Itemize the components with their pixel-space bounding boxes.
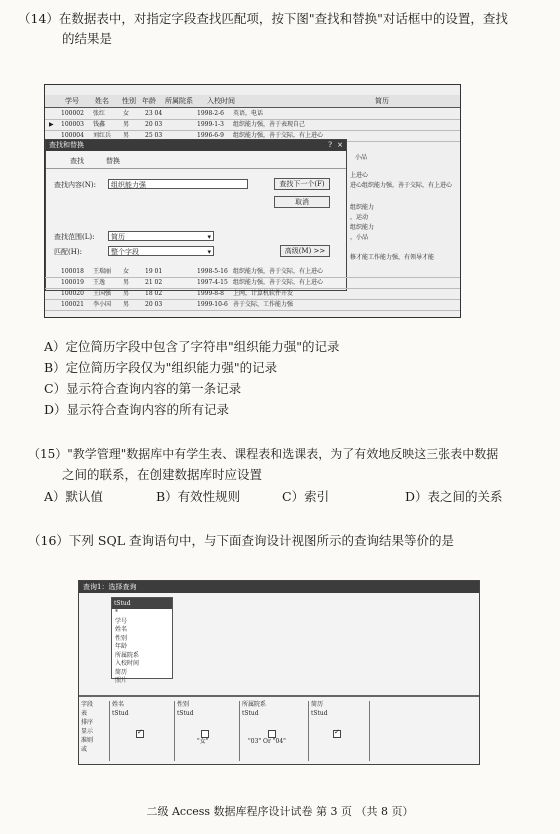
field-list-title: tStud [112,598,172,609]
side-note: 组织能力 [350,224,375,231]
cell-id: 100018 [61,268,84,275]
cell-date: 1998-2-6 [197,110,224,117]
cell-date: 1999-10-6 [197,301,228,308]
dialog-title-bar [46,140,346,151]
cell-name: 钱鑫 [93,121,106,128]
q16-line1: （16）下列 SQL 查询语句中，与下面查询设计视图所示的查询结果等价的是 [28,533,454,548]
query-design-screenshot [78,580,480,765]
column-criteria[interactable]: "03" Or "04" [248,738,286,745]
cell-date: 1996-6-9 [197,132,224,139]
q14-line1: （14）在数据表中，对指定字段查找匹配项，按下图"查找和替换"对话框中的设置，查找 [18,11,508,26]
cell-name: 李小国 [93,301,112,308]
help-icon[interactable]: ? [328,141,332,149]
find-next-button[interactable]: 查找下一个(F) [274,178,330,190]
cell-gender: 男 [123,301,130,308]
q15-option-a: A）默认值 [44,489,104,504]
header-age: 年龄 [142,97,156,105]
side-note: 组织能力 [350,204,375,211]
q14-option-c: C）显示符合查询内容的第一条记录 [44,381,242,396]
cell-age: 21 02 [145,279,163,286]
grid-column[interactable] [174,701,239,761]
table-header [45,95,460,108]
q15-line1: （15）"教学管理"数据库中有学生表、课程表和选课表，为了有效地反映这三张表中数据 [28,447,499,461]
column-table[interactable]: tStud [242,710,259,717]
cell-age: 20 03 [145,121,163,128]
q15-line2: 之间的联系，在创建数据库时应设置 [62,467,263,482]
cell-resume: 组织能力强，善于表现自己 [233,121,306,128]
find-what-input[interactable]: 组织能力强 [108,179,248,189]
match-label: 匹配(H): [54,248,82,256]
cell-id: 100020 [61,290,84,297]
cell-name: 张红 [93,110,106,117]
side-note: ，小品 [350,234,369,241]
cell-age: 19 01 [145,268,163,275]
find-what-label: 查找内容(N): [54,181,96,189]
page-footer: 二级 Access 数据库程序设计试卷 第 3 页 （共 8 页） [146,805,414,818]
cell-resume: 英语，电话 [233,110,264,117]
query-grid [79,699,479,763]
cell-age: 18 02 [145,290,163,297]
cell-id: 100002 [61,110,84,117]
header-dept: 所属院系 [165,97,193,105]
column-table[interactable]: tStud [112,710,129,717]
q14-option-d: D）显示符合查询内容的所有记录 [44,402,230,417]
tab-replace[interactable]: 替换 [106,157,120,165]
field-list-item[interactable]: 照片 [115,677,128,684]
field-list-item[interactable]: 简历 [115,668,128,676]
match-value: 整个字段 [111,248,139,256]
show-checkbox[interactable] [136,730,144,738]
cell-gender: 女 [123,268,130,275]
column-field[interactable]: 所属院系 [242,701,267,708]
cell-resume: 组织能力强，善于交际，有上进心 [233,279,324,286]
field-list-item[interactable]: 入校时间 [115,660,140,667]
match-select[interactable] [108,246,214,256]
cancel-button[interactable]: 取消 [274,196,330,208]
column-field[interactable]: 性别 [177,701,190,708]
grid-column[interactable] [308,701,369,761]
more-button[interactable]: 高级(M) >> [280,245,330,257]
tab-underline [46,168,346,169]
cell-resume: 上网，计算机软件开发 [233,290,294,297]
row-label-show: 显示 [81,728,94,735]
cell-id: 100019 [61,279,84,286]
grid-column[interactable] [369,701,478,761]
row-label-criteria: 准则 [81,737,94,744]
cell-age: 23 04 [145,110,163,117]
field-list-item[interactable]: 年龄 [115,643,128,650]
tab-find[interactable]: 查找 [70,157,84,165]
field-list-item[interactable]: 性别 [115,634,128,642]
field-list-item[interactable]: 所属院系 [115,651,140,659]
close-icon[interactable]: × [337,141,343,149]
cell-age: 25 03 [145,132,163,139]
header-resume: 简历 [375,97,389,105]
cell-name: 王瑞丽 [93,268,112,275]
chevron-down-icon: ▾ [207,248,211,256]
cell-gender: 男 [123,132,130,139]
q15-option-c: C）索引 [282,489,330,504]
cell-id: 100003 [61,121,84,128]
field-list-item[interactable]: 学号 [115,617,128,625]
cell-id: 100021 [61,301,84,308]
cell-gender: 男 [123,290,130,297]
q15-option-d: D）表之间的关系 [405,489,503,504]
dialog-title: 查找和替换 [49,141,84,149]
cell-gender: 男 [123,121,130,128]
side-note: 进心组织能力强，善于交际，有上进心 [350,182,453,189]
column-field[interactable]: 姓名 [112,701,125,708]
look-in-label: 查找范围(L): [54,233,95,241]
header-gender: 性别 [122,97,136,105]
look-in-select[interactable] [108,231,214,241]
side-note: 修才能工作能力强，有领导才能 [350,254,435,261]
pane-divider[interactable] [79,695,479,697]
cell-resume: 组织能力强，善于交际，有上进心 [233,268,324,275]
row-label-or: 或 [81,746,88,753]
cell-resume: 善于交际，工作能力强 [233,301,294,308]
side-note: 小品 [355,154,368,161]
cell-date: 1999-8-8 [197,290,224,297]
cell-age: 20 03 [145,301,163,308]
header-id: 学号 [65,97,79,105]
field-list-item[interactable]: * [115,609,118,616]
column-field[interactable]: 简历 [311,701,324,708]
chevron-down-icon: ▾ [207,233,211,241]
look-in-value: 简历 [111,233,125,241]
field-list-item[interactable]: 姓名 [115,626,128,633]
show-checkbox[interactable] [268,730,276,738]
q14-line2: 的结果是 [62,31,113,46]
side-note: ，运动 [350,214,369,221]
column-table[interactable]: tStud [177,710,194,717]
cell-name: 刘红兵 [93,132,112,139]
q14-option-a: A）定位简历字段中包含了字符串"组织能力强"的记录 [44,339,340,354]
find-replace-screenshot [44,84,461,318]
cell-resume: 组织能力强，善于交际，有上进心 [233,132,324,139]
q14-option-b: B）定位简历字段仅为"组织能力强"的记录 [44,360,278,375]
row-label-table: 表 [81,710,88,717]
table-row [45,299,460,311]
query-window-title: 查询1：选择查询 [79,581,479,593]
header-name: 姓名 [95,97,109,105]
side-note: 上进心 [350,172,369,179]
column-criteria[interactable]: "女" [197,738,209,745]
q15-option-b: B）有效性规则 [156,489,241,504]
header-date: 入校时间 [207,97,235,105]
grid-column[interactable] [109,701,174,761]
cell-date: 1999-1-3 [197,121,224,128]
row-label-field: 字段 [81,701,94,708]
grid-column[interactable] [239,701,308,761]
show-checkbox[interactable] [333,730,341,738]
cell-name: 王逸 [93,279,106,286]
column-table[interactable]: tStud [311,710,328,717]
row-label-sort: 排序 [81,719,94,726]
cell-id: 100004 [61,132,84,139]
field-list [111,597,173,684]
cell-name: 王国强 [93,290,112,297]
cell-date: 1997-4-15 [197,279,228,286]
show-checkbox[interactable] [201,730,209,738]
cell-gender: 男 [123,279,130,286]
cell-date: 1998-5-16 [197,268,228,275]
cell-gender: 女 [123,110,130,117]
row-selector-icon: ▶ [49,121,54,128]
